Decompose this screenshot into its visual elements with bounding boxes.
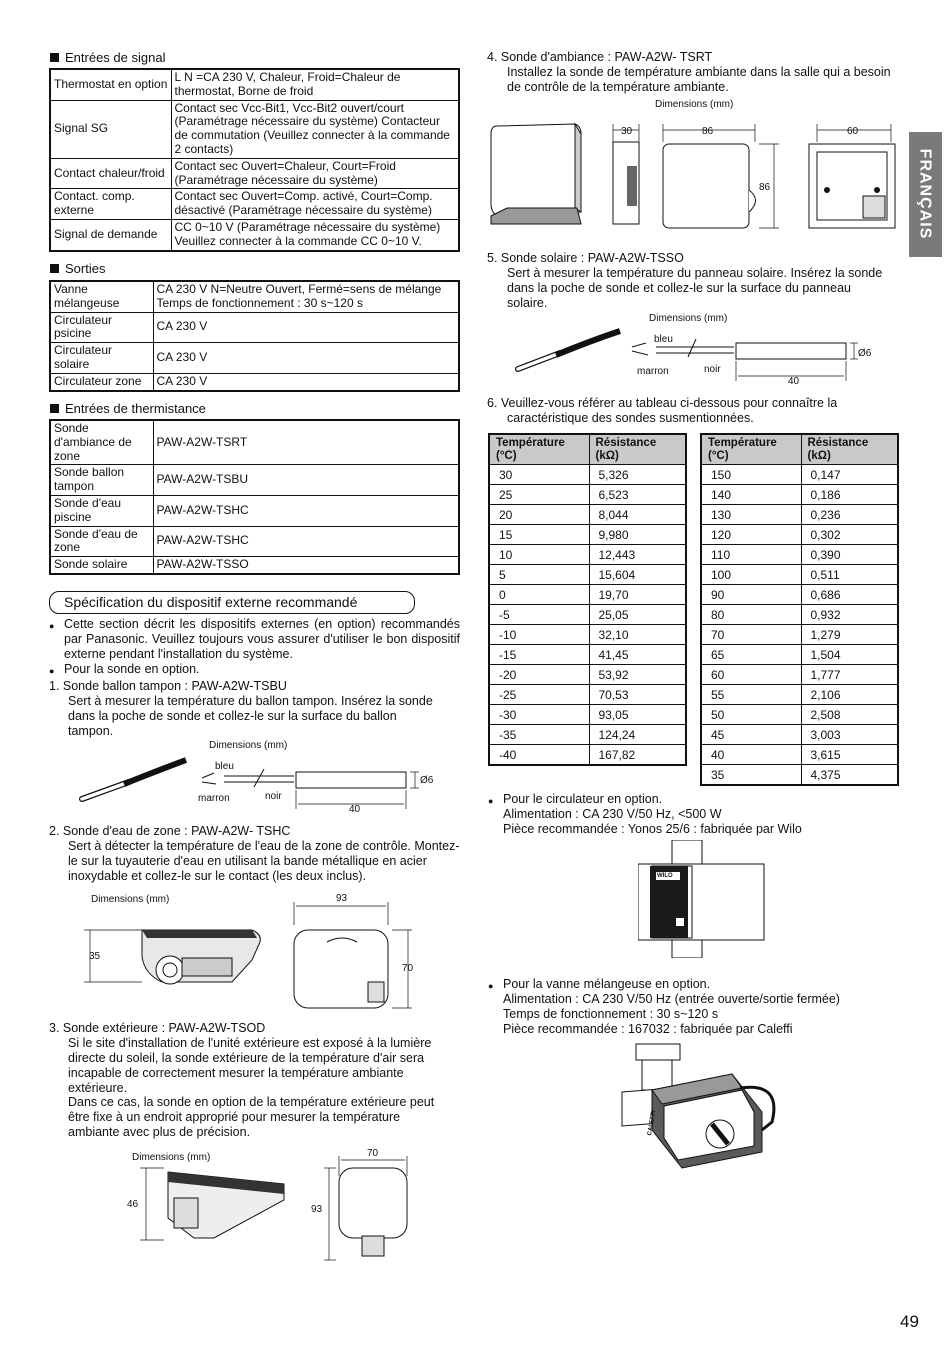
item3-body-2: Dans ce cas, la sonde en option de la température extérieure peut être fixe à un endroit approprié pour mesurer la température ambiante avec plus de précision.: [68, 1095, 435, 1139]
resistance-cell: 1,279: [801, 625, 898, 645]
probe-diameter-label: Ø6: [420, 775, 434, 786]
resistance-row: [489, 725, 686, 745]
resistance-cell: 1,504: [801, 645, 898, 665]
resistance-cell: 3,003: [801, 725, 898, 745]
resistance-row: [701, 545, 898, 565]
resistance-row: [701, 565, 898, 585]
row-label: Sonde solaire: [50, 557, 153, 574]
row-value: Contact sec Ouvert=Comp. activé, Court=Comp. désactivé (Paramétrage nécessaire du système): [171, 189, 459, 220]
temperature-cell: 100: [701, 565, 801, 585]
square-bullet-icon: [50, 53, 59, 62]
room-probe-diagram: [487, 112, 902, 242]
temperature-cell: 15: [489, 525, 589, 545]
resistance-row: [701, 465, 898, 485]
wilo-logo: WILO: [657, 873, 673, 879]
temperature-cell: -15: [489, 645, 589, 665]
temperature-cell: 130: [701, 505, 801, 525]
room-probe-height: 86: [759, 182, 771, 193]
row-label: Sonde d'ambiance de zone: [50, 420, 153, 465]
zone-probe-height: 35: [89, 951, 101, 962]
outdoor-probe-height: 46: [127, 1199, 139, 1210]
probe-length-label: 40: [788, 376, 800, 387]
thermistor-row: [50, 526, 459, 557]
row-label: Circulateur solaire: [50, 343, 153, 374]
resistance-row: [489, 465, 686, 485]
left-text-block: [64, 617, 460, 677]
row-label: Circulateur psicine: [50, 312, 153, 343]
resistance-table-2: [700, 433, 899, 786]
dimensions-caption: Dimensions (mm): [655, 99, 734, 110]
resistance-row: [489, 565, 686, 585]
resistance-table-1: [488, 433, 687, 766]
row-value: CA 230 V: [153, 312, 459, 343]
thermistor-table: [49, 419, 460, 575]
solar-probe-diagram: [510, 325, 870, 387]
dimensions-caption: Dimensions (mm): [132, 1152, 211, 1163]
valve-time: Temps de fonctionnement : 30 s~120 s: [503, 1007, 719, 1021]
circulator-power: Alimentation : CA 230 V/50 Hz, <500 W: [503, 807, 722, 821]
thermistor-row: [50, 465, 459, 496]
resistance-row: [701, 605, 898, 625]
signal-input-row: [50, 158, 459, 189]
resistance-cell: 2,508: [801, 705, 898, 725]
resistance-row: [489, 525, 686, 545]
probe-length-label: 40: [349, 804, 361, 815]
item1-title: 1. Sonde ballon tampon : PAW-A2W-TSBU: [49, 679, 287, 693]
resistance-row: [489, 645, 686, 665]
resistance-cell: 6,523: [589, 485, 686, 505]
temperature-cell: 20: [489, 505, 589, 525]
square-bullet-icon: [50, 404, 59, 413]
row-value: Contact sec Vcc-Bit1, Vcc-Bit2 ouvert/court (Paramétrage nécessaire du système) Contacteur de commutation (Veuillez connecter à la commande 2 contacts): [171, 100, 459, 158]
temperature-cell: 140: [701, 485, 801, 505]
zone-probe-depth: 70: [402, 963, 414, 974]
outdoor-probe-depth: 93: [311, 1204, 323, 1215]
resistance-row: [701, 525, 898, 545]
valve-power: Alimentation : CA 230 V/50 Hz (entrée ouverte/sortie fermée): [503, 992, 840, 1006]
row-value: CA 230 V: [153, 373, 459, 390]
resistance-cell: 0,236: [801, 505, 898, 525]
item6-text: 6. Veuillez-vous référer au tableau ci-dessous pour connaître la caractéristique des sondes susmentionnées.: [487, 396, 838, 425]
output-row: [50, 281, 459, 312]
heading-text: Sorties: [65, 261, 106, 276]
room-probe-back-width: 60: [847, 126, 859, 137]
row-label: Contact chaleur/froid: [50, 158, 171, 189]
resistance-row: [489, 485, 686, 505]
resistance-row: [489, 545, 686, 565]
resistance-row: [701, 485, 898, 505]
resistance-cell: 12,443: [589, 545, 686, 565]
temperature-cell: 0: [489, 585, 589, 605]
resistance-row: [489, 585, 686, 605]
temperature-cell: 65: [701, 645, 801, 665]
circulator-block: [503, 792, 893, 837]
row-value: PAW-A2W-TSBU: [153, 465, 459, 496]
wilo-pump-image: [638, 840, 768, 958]
temperature-cell: 5: [489, 565, 589, 585]
thermistor-row: [50, 495, 459, 526]
temperature-cell: -30: [489, 705, 589, 725]
row-label: Thermostat en option: [50, 69, 171, 100]
column-header-temperature: Température (°C): [489, 434, 589, 465]
caleffi-valve-image: [612, 1042, 782, 1172]
resistance-cell: 41,45: [589, 645, 686, 665]
resistance-cell: 0,390: [801, 545, 898, 565]
resistance-cell: 93,05: [589, 705, 686, 725]
wire-brown-label: marron: [198, 793, 230, 804]
wire-black-label: noir: [704, 364, 721, 375]
resistance-cell: 32,10: [589, 625, 686, 645]
resistance-row: [489, 745, 686, 766]
room-probe-depth: 30: [621, 126, 633, 137]
row-label: Circulateur zone: [50, 373, 153, 390]
item2-title: 2. Sonde d'eau de zone : PAW-A2W- TSHC: [49, 824, 291, 838]
item5-body: Sert à mesurer la température du panneau solaire. Insérez la sonde dans la poche de sonde et collez-le sur la surface du panneau solaire.: [507, 266, 883, 310]
signal-inputs-heading: [50, 50, 165, 66]
signal-inputs-table: [49, 68, 460, 252]
column-header-temperature: Température (°C): [701, 434, 801, 465]
square-bullet-icon: [50, 264, 59, 273]
temperature-cell: 90: [701, 585, 801, 605]
row-value: L N =CA 230 V, Chaleur, Froid=Chaleur de thermostat, Borne de froid: [171, 69, 459, 100]
valve-part: Pièce recommandée : 167032 : fabriquée par Caleffi: [503, 1022, 793, 1036]
output-row: [50, 312, 459, 343]
spec-section-title: Spécification du dispositif externe recommandé: [49, 591, 415, 614]
signal-input-row: [50, 69, 459, 100]
item4-title: 4. Sonde d'ambiance : PAW-A2W- TSRT: [487, 50, 713, 64]
room-probe-width: 86: [702, 126, 714, 137]
row-label: Sonde d'eau piscine: [50, 495, 153, 526]
zone-water-probe-diagram: [82, 890, 422, 1020]
signal-input-row: [50, 189, 459, 220]
probe-diameter-label: Ø6: [858, 348, 872, 359]
thermistor-row: [50, 557, 459, 574]
temperature-cell: 50: [701, 705, 801, 725]
dimensions-caption: Dimensions (mm): [649, 313, 728, 324]
outputs-table: [49, 280, 460, 392]
item5-title: 5. Sonde solaire : PAW-A2W-TSSO: [487, 251, 684, 265]
row-value: PAW-A2W-TSSO: [153, 557, 459, 574]
resistance-row: [701, 625, 898, 645]
thermistor-heading: [50, 401, 206, 417]
row-value: PAW-A2W-TSHC: [153, 495, 459, 526]
signal-input-row: [50, 219, 459, 250]
resistance-row: [701, 685, 898, 705]
temperature-cell: -10: [489, 625, 589, 645]
resistance-cell: 53,92: [589, 665, 686, 685]
row-label: Signal de demande: [50, 219, 171, 250]
temperature-cell: 150: [701, 465, 801, 485]
row-value: CA 230 V: [153, 343, 459, 374]
temperature-cell: -20: [489, 665, 589, 685]
row-value: CC 0~10 V (Paramétrage nécessaire du système) Veuillez connecter à la commande CC 0~10 V.: [171, 219, 459, 250]
wire-blue-label: bleu: [654, 334, 673, 345]
resistance-row: [701, 745, 898, 765]
resistance-row: [701, 585, 898, 605]
temperature-cell: 110: [701, 545, 801, 565]
mixing-valve-block: [503, 977, 893, 1037]
dimensions-caption: Dimensions (mm): [209, 740, 288, 751]
signal-input-row: [50, 100, 459, 158]
output-row: [50, 373, 459, 390]
column-header-resistance: Résistance (kΩ): [589, 434, 686, 465]
resistance-cell: 70,53: [589, 685, 686, 705]
dimensions-caption: Dimensions (mm): [91, 894, 170, 905]
valve-title: ● Pour la vanne mélangeuse en option.: [503, 977, 893, 992]
item1-body: Sert à mesurer la température du ballon tampon. Insérez la sonde dans la poche de sonde et collez-le sur la surface du ballon tampon.: [68, 694, 433, 738]
resistance-row: [701, 645, 898, 665]
resistance-row: [489, 705, 686, 725]
temperature-cell: 35: [701, 765, 801, 786]
resistance-cell: 9,980: [589, 525, 686, 545]
heading-text: Entrées de thermistance: [65, 401, 206, 416]
column-header-resistance: Résistance (kΩ): [801, 434, 898, 465]
resistance-cell: 0,302: [801, 525, 898, 545]
thermistor-row: [50, 420, 459, 465]
resistance-row: [489, 685, 686, 705]
outputs-heading: [50, 261, 105, 277]
wire-blue-label: bleu: [215, 761, 234, 772]
temperature-cell: 45: [701, 725, 801, 745]
temperature-cell: 55: [701, 685, 801, 705]
row-value: CA 230 V N=Neutre Ouvert, Fermé=sens de mélange Temps de fonctionnement : 30 s~120 s: [153, 281, 459, 312]
resistance-cell: 8,044: [589, 505, 686, 525]
circulator-title: ● Pour le circulateur en option.: [503, 792, 893, 807]
row-value: PAW-A2W-TSHC: [153, 526, 459, 557]
bullet-optional-probe: ● Pour la sonde en option.: [64, 662, 460, 677]
language-tab-label: FRANÇAIS: [916, 148, 934, 240]
resistance-row: [701, 505, 898, 525]
outdoor-probe-diagram: [124, 1148, 424, 1268]
wire-black-label: noir: [265, 791, 282, 802]
resistance-cell: 25,05: [589, 605, 686, 625]
buffer-tank-probe-diagram: [74, 754, 444, 820]
row-label: Contact. comp. externe: [50, 189, 171, 220]
temperature-cell: -5: [489, 605, 589, 625]
temperature-cell: 70: [701, 625, 801, 645]
item3-body-1: Si le site d'installation de l'unité extérieure est exposé à la lumière directe du soleil, la sonde extérieure de la température d'air sera incapable de correctement mesurer la température ambiante extérieure.: [68, 1036, 432, 1095]
wire-brown-label: marron: [637, 366, 669, 377]
resistance-row: [489, 505, 686, 525]
resistance-cell: 3,615: [801, 745, 898, 765]
temperature-cell: -25: [489, 685, 589, 705]
heading-text: Entrées de signal: [65, 50, 166, 65]
temperature-cell: 120: [701, 525, 801, 545]
bullet-external-devices: ● Cette section décrit les dispositifs externes (en option) recommandés par Panasonic. Veuillez toujours vous assurer d'utiliser le bon dispositif externe pendant l'installation du système.: [64, 617, 460, 662]
resistance-cell: 4,375: [801, 765, 898, 786]
resistance-row: [489, 665, 686, 685]
item3-title: 3. Sonde extérieure : PAW-A2W-TSOD: [49, 1021, 266, 1035]
language-tab: [909, 132, 942, 257]
resistance-row: [701, 725, 898, 745]
temperature-cell: 80: [701, 605, 801, 625]
resistance-cell: 0,932: [801, 605, 898, 625]
row-value: Contact sec Ouvert=Chaleur, Court=Froid (Paramétrage nécessaire du système): [171, 158, 459, 189]
resistance-row: [701, 705, 898, 725]
row-label: Sonde ballon tampon: [50, 465, 153, 496]
caleffi-logo: CALEFFI: [647, 1110, 658, 1137]
resistance-row: [701, 665, 898, 685]
temperature-cell: 25: [489, 485, 589, 505]
resistance-row: [701, 765, 898, 786]
resistance-cell: 167,82: [589, 745, 686, 766]
row-value: PAW-A2W-TSRT: [153, 420, 459, 465]
resistance-cell: 124,24: [589, 725, 686, 745]
temperature-cell: 10: [489, 545, 589, 565]
resistance-cell: 0,686: [801, 585, 898, 605]
resistance-cell: 0,511: [801, 565, 898, 585]
outdoor-probe-width: 70: [367, 1148, 379, 1159]
resistance-cell: 15,604: [589, 565, 686, 585]
temperature-cell: -35: [489, 725, 589, 745]
page-number: 49: [900, 1312, 919, 1331]
zone-probe-width: 93: [336, 893, 348, 904]
temperature-cell: 60: [701, 665, 801, 685]
temperature-cell: 30: [489, 465, 589, 485]
row-label: Vanne mélangeuse: [50, 281, 153, 312]
resistance-cell: 1,777: [801, 665, 898, 685]
output-row: [50, 343, 459, 374]
circulator-part: Pièce recommandée : Yonos 25/6 : fabriquée par Wilo: [503, 822, 802, 836]
resistance-cell: 2,106: [801, 685, 898, 705]
resistance-cell: 0,186: [801, 485, 898, 505]
temperature-cell: -40: [489, 745, 589, 766]
row-label: Sonde d'eau de zone: [50, 526, 153, 557]
row-label: Signal SG: [50, 100, 171, 158]
item2-body: Sert à détecter la température de l'eau de la zone de contrôle. Montez-le sur la tuyauterie d'eau en utilisant la bande métallique en acier inoxydable et collez-le sur le contact (les deux inclus).: [68, 839, 460, 883]
resistance-cell: 19,70: [589, 585, 686, 605]
resistance-cell: 0,147: [801, 465, 898, 485]
resistance-row: [489, 605, 686, 625]
item4-body: Installez la sonde de température ambiante dans la salle qui a besoin de contrôle de la température ambiante.: [507, 65, 891, 94]
resistance-row: [489, 625, 686, 645]
temperature-cell: 40: [701, 745, 801, 765]
resistance-cell: 5,326: [589, 465, 686, 485]
